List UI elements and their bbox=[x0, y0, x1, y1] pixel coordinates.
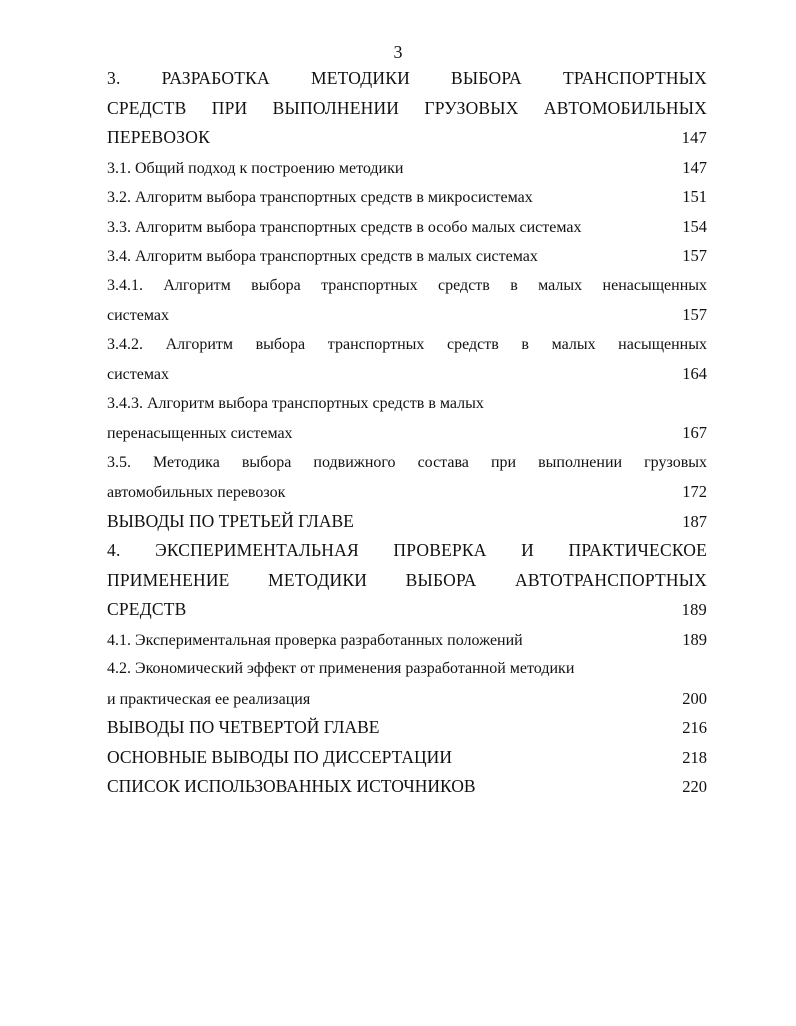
toc-entry-line: ВЫВОДЫ ПО ЧЕТВЕРТОЙ ГЛАВЕ bbox=[107, 717, 380, 737]
toc-page-number: 167 bbox=[682, 423, 707, 442]
toc-entry-line: системах bbox=[107, 307, 169, 324]
toc-entry-line: 4.2. Экономический эффект от применения разработанной методики bbox=[107, 660, 575, 677]
toc-entry-line: ПЕРЕВОЗОК bbox=[107, 127, 210, 147]
toc-entry-3-3 bbox=[107, 212, 707, 242]
toc-entry-4-1 bbox=[107, 625, 707, 655]
toc-entry-conclusions-ch3 bbox=[107, 507, 707, 537]
toc-entry-line: автомобильных перевозок bbox=[107, 484, 286, 501]
toc-entry-line: 3.4.2. Алгоритм выбора транспортных средств в малых насыщенных bbox=[107, 335, 707, 353]
toc-entry-line: 3.3. Алгоритм выбора транспортных средств в особо малых системах bbox=[107, 218, 582, 236]
toc-entry-line: 3.5. Методика выбора подвижного состава при выполнении грузовых bbox=[107, 453, 707, 471]
toc-entry-3-4-2 bbox=[107, 330, 707, 389]
toc-page-number: 164 bbox=[682, 364, 707, 383]
toc-page-number: 218 bbox=[682, 747, 707, 767]
toc-page-number: 147 bbox=[682, 157, 707, 177]
toc-entry-4-2 bbox=[107, 654, 707, 713]
toc-entry-chapter-4 bbox=[107, 536, 707, 625]
toc-entry-line: 3.2. Алгоритм выбора транспортных средств в микросистемах bbox=[107, 189, 533, 206]
toc-entry-line: системах bbox=[107, 366, 169, 383]
toc-entry-line: 3.4.1. Алгоритм выбора транспортных средств в малых ненасыщенных bbox=[107, 276, 707, 294]
toc-page-number: 147 bbox=[681, 128, 707, 147]
toc-page-number: 189 bbox=[681, 600, 707, 619]
toc-entry-line: 4.1. Экспериментальная проверка разработанных положений bbox=[107, 631, 523, 649]
toc-page-number: 200 bbox=[682, 688, 707, 708]
toc-entry-line: СРЕДСТВ bbox=[107, 599, 187, 619]
toc-entry-3-4-1 bbox=[107, 271, 707, 330]
toc-entry-line: 3. РАЗРАБОТКА МЕТОДИКИ ВЫБОРА ТРАНСПОРТНЫХ bbox=[107, 68, 707, 88]
toc-page-number: 154 bbox=[682, 216, 707, 236]
table-of-contents bbox=[107, 64, 707, 802]
toc-page-number: 172 bbox=[682, 482, 707, 501]
toc-page-number: 216 bbox=[682, 718, 707, 737]
toc-entry-main-conclusions bbox=[107, 743, 707, 773]
toc-entry-chapter-3 bbox=[107, 64, 707, 153]
toc-entry-3-4 bbox=[107, 241, 707, 271]
toc-entry-3-5 bbox=[107, 448, 707, 507]
toc-entry-line: 3.4.3. Алгоритм выбора транспортных средств в малых bbox=[107, 394, 484, 412]
toc-entry-line: 3.4. Алгоритм выбора транспортных средств в малых системах bbox=[107, 248, 538, 265]
toc-entry-line: 4. ЭКСПЕРИМЕНТАЛЬНАЯ ПРОВЕРКА И ПРАКТИЧЕСКОЕ bbox=[107, 540, 707, 560]
toc-entry-line: перенасыщенных системах bbox=[107, 425, 293, 442]
toc-page-number: 157 bbox=[682, 305, 707, 324]
page-number: 3 bbox=[393, 42, 403, 62]
toc-entry-3-4-3 bbox=[107, 389, 707, 448]
toc-entry-line: ВЫВОДЫ ПО ТРЕТЬЕЙ ГЛАВЕ bbox=[107, 510, 354, 531]
toc-entry-3-2 bbox=[107, 182, 707, 212]
toc-entry-3-1 bbox=[107, 153, 707, 183]
toc-entry-line: СРЕДСТВ ПРИ ВЫПОЛНЕНИИ ГРУЗОВЫХ АВТОМОБИЛЬНЫХ bbox=[107, 97, 707, 118]
toc-entry-line: и практическая ее реализация bbox=[107, 690, 311, 708]
toc-entry-line: СПИСОК ИСПОЛЬЗОВАННЫХ ИСТОЧНИКОВ bbox=[107, 776, 476, 796]
toc-page-number: 157 bbox=[682, 246, 707, 265]
toc-page-number: 220 bbox=[682, 777, 707, 796]
toc-entry-line: ПРИМЕНЕНИЕ МЕТОДИКИ ВЫБОРА АВТОТРАНСПОРТНЫХ bbox=[107, 569, 707, 590]
toc-page-number: 187 bbox=[682, 511, 707, 531]
toc-entry-conclusions-ch4 bbox=[107, 713, 707, 743]
toc-entry-line: 3.1. Общий подход к построению методики bbox=[107, 159, 404, 177]
toc-entry-references bbox=[107, 772, 707, 802]
toc-entry-line: ОСНОВНЫЕ ВЫВОДЫ ПО ДИССЕРТАЦИИ bbox=[107, 746, 452, 767]
toc-page-number: 189 bbox=[682, 629, 707, 649]
toc-page-number: 151 bbox=[682, 187, 707, 206]
